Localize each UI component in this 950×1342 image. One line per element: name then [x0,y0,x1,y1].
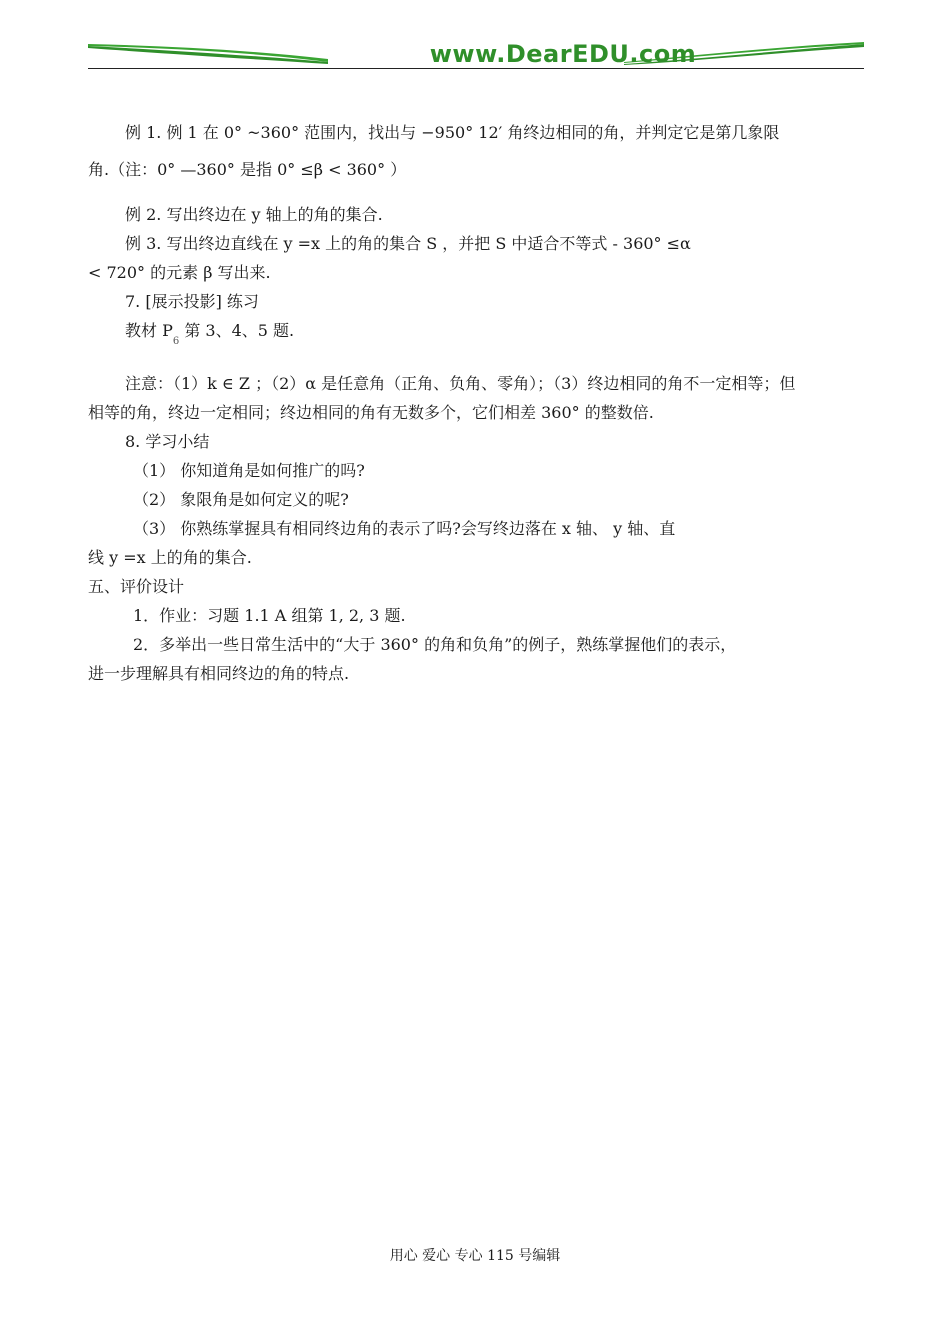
textbook-line [88,316,864,345]
note-line-2: 相等的角，终边一定相同；终边相同的角有无数多个，它们相差 360° 的整数倍. [88,403,654,422]
summary-question-2: （2） 象限角是如何定义的呢? [133,490,349,509]
section-5-heading: 五、评价设计 [88,577,185,596]
header-divider [88,68,864,69]
homework-2-line-1: 2．多举出一些日常生活中的“大于 360° 的角和负角”的例子，熟练掌握他们的表示， [133,635,737,654]
summary-question-3-line-2: 线 y =x 上的角的集合. [88,548,252,567]
example-2: 例 2. 写出终边在 y 轴上的角的集合. [125,205,383,224]
homework-2-line-2: 进一步理解具有相同终边的角的特点. [88,664,350,683]
page-footer: 用心 爱心 专心 115 号编辑 [389,1248,561,1264]
example-3-line-2: < 720° 的元素 β 写出来. [88,263,271,282]
example-1-line-2: 角.（注：0° —360° 是指 0° ≤β < 360° ） [88,160,407,179]
textbook-problems: 第 3、4、5 题. [179,321,295,340]
summary-question-3-line-1: （3） 你熟练掌握具有相同终边角的表示了吗?会写终边落在 x 轴、 y 轴、直 [133,519,676,538]
homework-1: 1．作业：习题 1.1 A 组第 1, 2, 3 题. [133,606,406,625]
summary-question-1: （1） 你知道角是如何推广的吗? [133,461,365,480]
textbook-subscript: 6 [172,336,180,347]
example-1-line-1: 例 1. 例 1 在 0° ~360° 范围内，找出与 −950° 12′ 角终边相同的角，并判定它是第几象限 [125,123,780,142]
item-7-heading: 7. [展示投影] 练习 [125,292,259,311]
item-8-heading: 8. 学习小结 [125,432,210,451]
document-body [88,118,864,688]
site-title: www.DearEDU.com [429,40,697,68]
textbook-label: 教材 P [125,321,173,340]
note-line-1: 注意：（1）k ∈ Z ；（2）α 是任意角（正角、负角、零角）；（3）终边相同的角不一定相等；但 [125,374,796,393]
example-3-line-1: 例 3. 写出终边直线在 y =x 上的角的集合 S ，并把 S 中适合不等式 - 360° ≤α [125,234,691,253]
